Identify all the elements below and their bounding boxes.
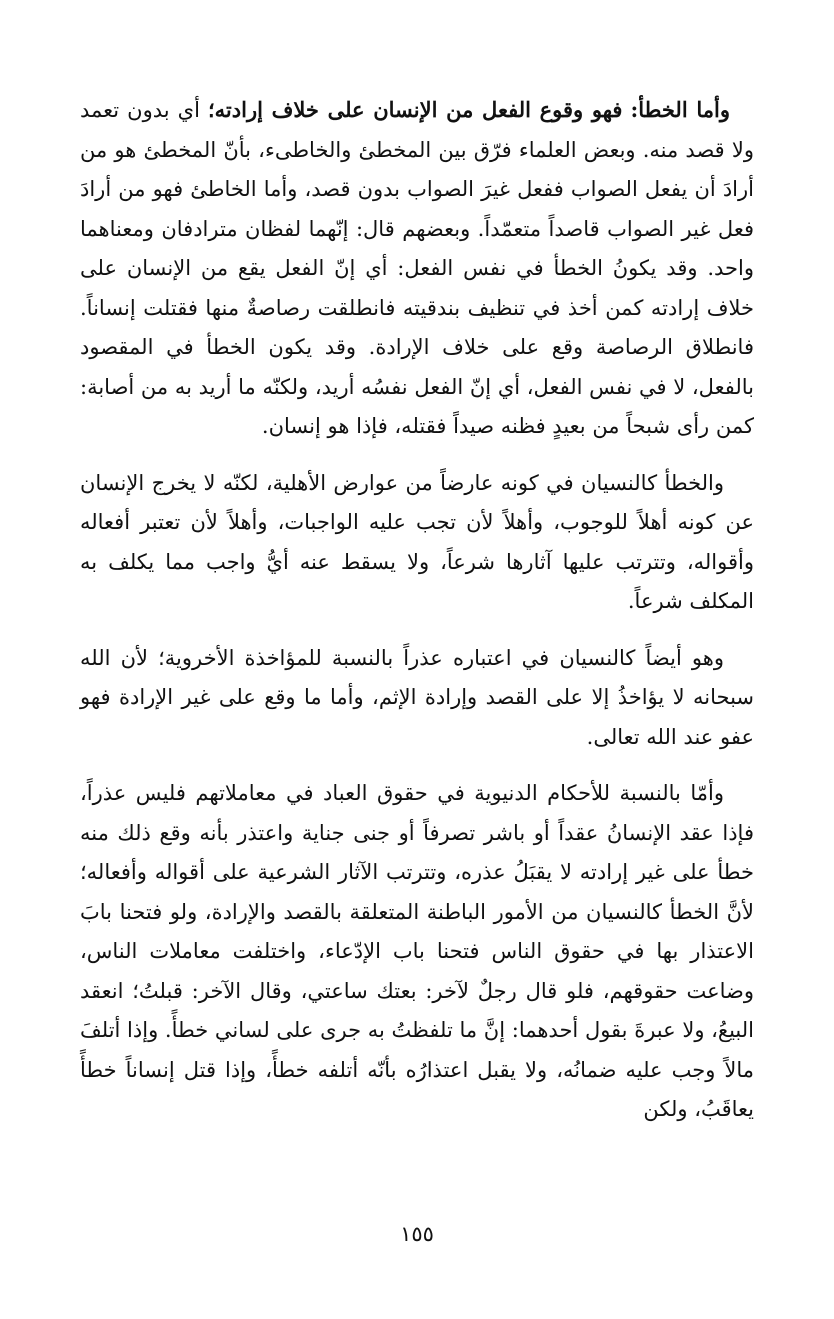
term-heading: وأما الخطأ: [630,97,730,122]
page-body [80,90,754,1147]
paragraph-1-text: أي بدون تعمد ولا قصد منه. وبعض العلماء فرّق بين المخطئ والخاطىء، بأنّ المخطئ هو من أرادَ أن يفعل الصواب ففعل غيرَ الصواب بدون قصد، وأما الخاطئ فهو من أرادَ فعل غير الصواب قاصداً متعمّداً. وبعضهم قال: إنّهما لفظان مترادفان ومعناهما واحد. وقد يكونُ الخطأ في نفس الفعل: أي إنّ الفعل يقع من الإنسان على خلاف إرادته كمن أخذ في تنظيف بندقيته فانطلقت رصاصةٌ منها فقتلت إنساناً. فانطلاق الرصاصة وقع على خلاف الإرادة. وقد يكون الخطأ في المقصود بالفعل، لا في نفس الفعل، أي إنّ الفعل نفسُه أريد، ولكنّه ما أريد به من أصابة: كمن رأى شبحاً من بعيدٍ فظنه صيداً فقتله، فإذا هو إنسان. [80,98,754,438]
paragraph-3: وهو أيضاً كالنسيان في اعتباره عذراً بالنسبة للمؤاخذة الأخروية؛ لأن الله سبحانه لا يؤاخذُ إلا على القصد وإرادة الإثم، وأما ما وقع على غير الإرادة فهو عفو عند الله تعالى. [80,645,754,749]
paragraph-1 [80,90,754,447]
paragraph-4: وأمّا بالنسبة للأحكام الدنيوية في حقوق العباد في معاملاتهم فليس عذراً، فإذا عقد الإنسانُ عقداً أو باشر تصرفاً أو جنى جناية واعتذر بأنه وقع ذلك منه خطأ على غير إرادته لا يقبَلُ عذره، وتترتب الآثار الشرعية على أقواله وأفعاله؛ لأنَّ الخطأ كالنسيان من الأمور الباطنة المتعلقة بالقصد والإرادة، ولو فتحنا بابَ الاعتذار بها في حقوق الناس فتحنا باب الإدّعاء، واختلفت معاملات الناس، وضاعت حقوقهم، فلو قال رجلٌ لآخر: بعتك ساعتي، وقال الآخر: قبلتُ؛ انعقد البيعُ، ولا عبرةَ بقول أحدهما: إنَّ ما تلفظتُ به جرى على لساني خطأً. وإذا أتلفَ مالاً وجب عليه ضمانُه، ولا يقبل اعتذارُه بأنّه أتلفه خطأً، وإذا قتل إنساناً خطأً يعاقَبُ، ولكن [80,781,754,1121]
paragraph-2: والخطأ كالنسيان في كونه عارضاً من عوارض الأهلية، لكنّه لا يخرج الإنسان عن كونه أهلاً للوجوب، وأهلاً لأن تجب عليه الواجبات، وأهلاً لأن تعتبر أفعاله وأقواله، وتترتب عليها آثارها شرعاً، ولا يسقط عنه أيُّ واجب مما يكلف به المكلف شرعاً. [80,470,754,613]
page-number: ١٥٥ [400,1222,434,1246]
term-definition: فهو وقوع الفعل من الإنسان على خلاف إرادته؛ [207,97,623,122]
